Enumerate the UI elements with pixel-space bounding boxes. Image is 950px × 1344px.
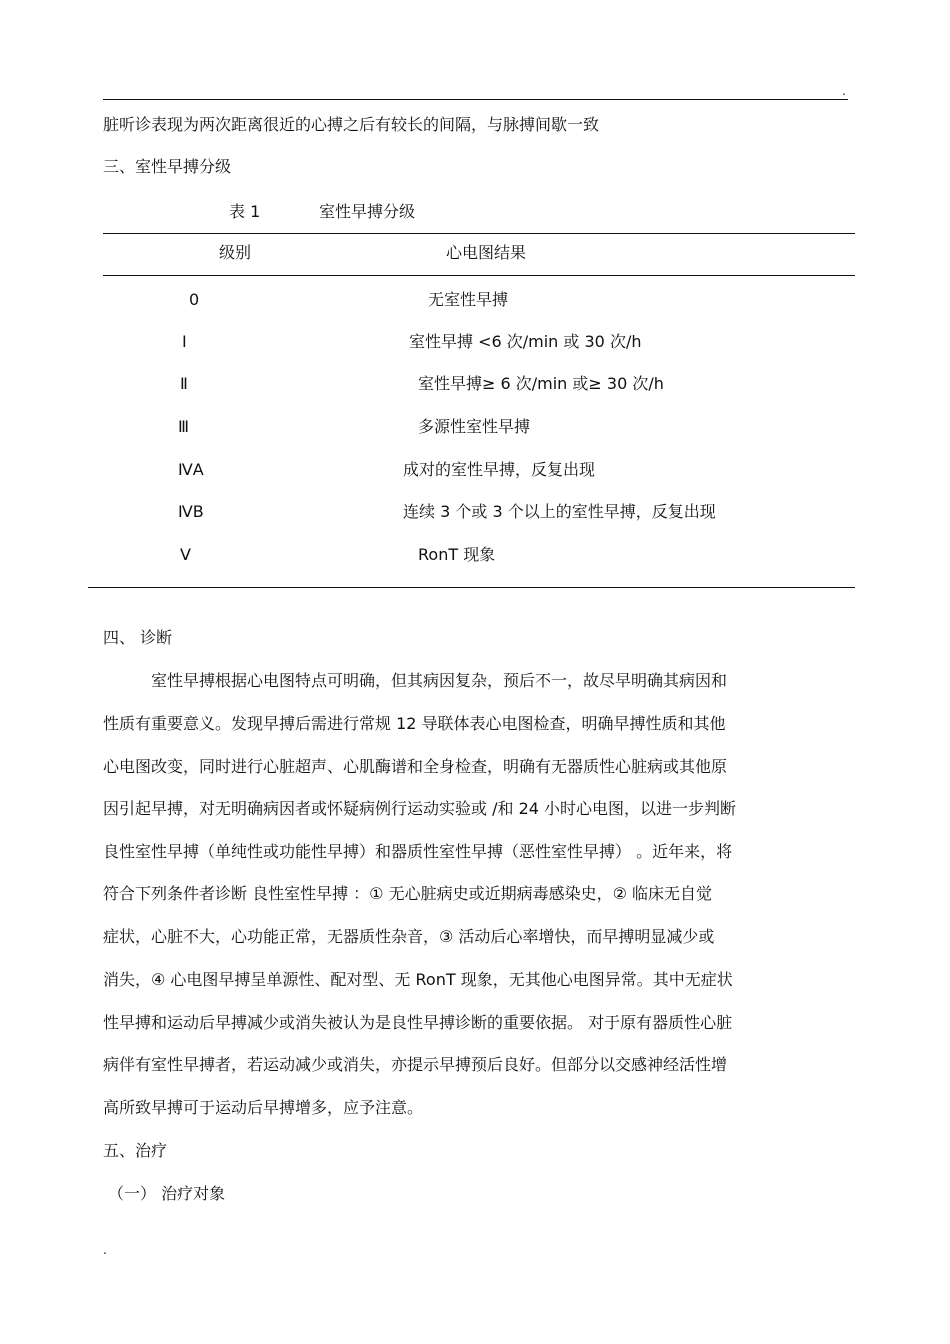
table-cell-grade: Ⅴ xyxy=(180,545,191,564)
table-cell-grade: Ⅱ xyxy=(180,374,188,393)
paragraph-line: 性质有重要意义。发现早搏后需进行常规 12 导联体表心电图检查，明确早搏性质和其他 xyxy=(103,714,726,733)
table-caption-title: 室性早搏分级 xyxy=(319,202,416,221)
table-cell-result: 连续 3 个或 3 个以上的室性早搏，反复出现 xyxy=(403,502,716,521)
table-cell-result: 室性早搏≥ 6 次/min 或≥ 30 次/h xyxy=(418,374,664,393)
header-dot: . xyxy=(842,84,846,98)
table-cell-result: RonT 现象 xyxy=(418,545,496,564)
paragraph-line: 良性室性早搏（单纯性或功能性早搏）和器质性室性早搏（恶性室性早搏） 。近年来，将 xyxy=(103,842,733,861)
table-cell-grade: ⅣA xyxy=(178,460,204,479)
paragraph-line: 心电图改变，同时进行心脏超声、心肌酶谱和全身检查，明确有无器质性心脏病或其他原 xyxy=(103,757,728,776)
table-top-rule xyxy=(103,233,855,234)
table-cell-grade: 0 xyxy=(189,290,200,309)
section3-heading: 三、室性早搏分级 xyxy=(103,157,232,176)
paragraph-line: 症状，心脏不大，心功能正常，无器质性杂音，③ 活动后心率增快，而早搏明显减少或 xyxy=(103,927,715,946)
header-rule xyxy=(103,99,848,100)
paragraph-line: 消失，④ 心电图早搏呈单源性、配对型、无 RonT 现象，无其他心电图异常。其中无症状 xyxy=(103,970,733,989)
paragraph-line: 符合下列条件者诊断 良性室性早搏 ：① 无心脏病史或近期病毒感染史，② 临床无自觉 xyxy=(103,884,713,903)
paragraph-line: 室性早搏根据心电图特点可明确，但其病因复杂，预后不一，故尽早明确其病因和 xyxy=(151,671,728,690)
paragraph-line: 高所致早搏可于运动后早搏增多，应予注意。 xyxy=(103,1098,424,1117)
table-cell-result: 成对的室性早搏，反复出现 xyxy=(403,460,596,479)
table-cell-grade: Ⅲ xyxy=(178,417,190,436)
section5-subheading: （一） 治疗对象 xyxy=(108,1184,226,1203)
intro-text: 脏听诊表现为两次距离很近的心搏之后有较长的间隔，与脉搏间歇一致 xyxy=(103,115,600,134)
section4-heading: 四、 诊断 xyxy=(103,628,173,647)
table-cell-result: 多源性室性早搏 xyxy=(418,417,531,436)
footer-dot: . xyxy=(103,1243,107,1257)
section5-heading: 五、治疗 xyxy=(103,1141,168,1160)
table-header-grade: 级别 xyxy=(219,243,252,262)
paragraph-line: 因引起早搏，对无明确病因者或怀疑病例行运动实验或 /和 24 小时心电图，以进一步判断 xyxy=(103,799,737,818)
table-cell-grade: Ⅰ xyxy=(182,332,187,351)
paragraph-line: 性早搏和运动后早搏减少或消失被认为是良性早搏诊断的重要依据。 对于原有器质性心脏 xyxy=(103,1013,733,1032)
table-bottom-rule xyxy=(88,587,855,588)
table-caption-number: 表 1 xyxy=(229,202,261,221)
table-cell-result: 无室性早搏 xyxy=(428,290,509,309)
table-header-result: 心电图结果 xyxy=(446,243,527,262)
paragraph-line: 病伴有室性早搏者，若运动减少或消失，亦提示早搏预后良好。但部分以交感神经活性增 xyxy=(103,1055,728,1074)
table-cell-grade: ⅣB xyxy=(178,502,204,521)
table-header-rule xyxy=(103,275,855,276)
table-cell-result: 室性早搏 <6 次/min 或 30 次/h xyxy=(409,332,642,351)
